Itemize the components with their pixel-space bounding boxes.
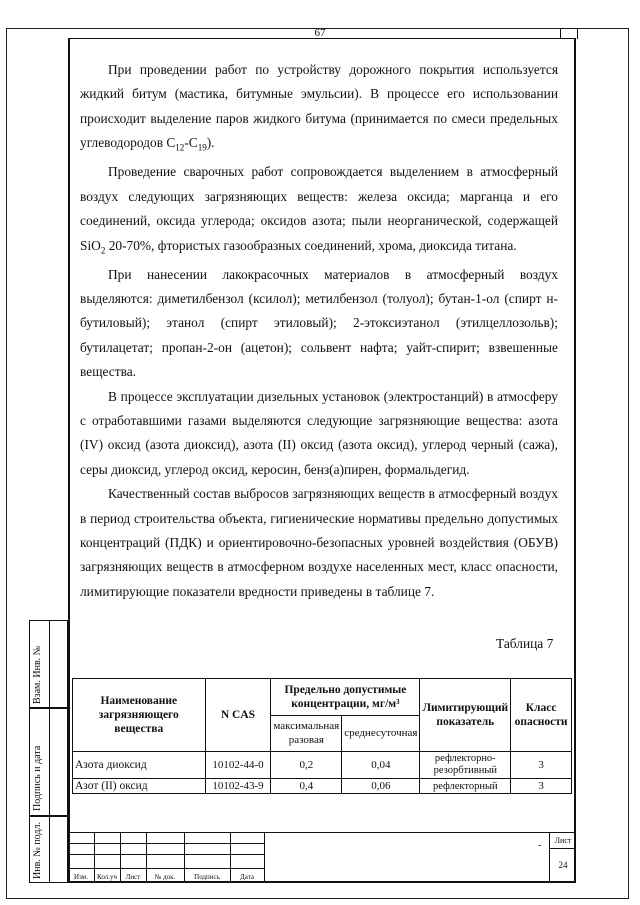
cell-name: Азот (II) оксид	[73, 779, 206, 794]
pollutants-table	[72, 678, 572, 794]
stamp-col-izm: Изм.	[74, 873, 88, 881]
side-label-podpis: Подпись и дата	[32, 745, 43, 811]
paragraph-welding: Проведение сварочных работ сопровождается выделением в атмосферный воздух следующих загрязняющих веществ: железа оксида; марганца и его соединений, оксида углерода; оксидов азота; пыли неорганической, содержащей SiO$_2$ 20-70%, фтористых газообразных соединений, хрома, диоксида титана.	[80, 164, 558, 256]
side-box-podpis	[29, 708, 68, 816]
stamp-dash: -	[538, 840, 542, 851]
sheet-label: Лист	[554, 836, 572, 845]
cell-cas: 10102-43-9	[205, 779, 271, 794]
side-label-vzam: Взам. Инв. №	[32, 645, 43, 704]
side-box-inv	[29, 816, 68, 883]
header-pdk-max: максимальная разовая	[271, 715, 342, 752]
cell-limit: рефлекторно-резорбтивный	[420, 752, 511, 779]
cell-max: 0,4	[271, 779, 342, 794]
sheet-number: 24	[558, 860, 568, 870]
cell-avg: 0,04	[342, 752, 420, 779]
table-caption: Таблица 7	[496, 636, 554, 651]
paragraph-paint: При нанесении лакокрасочных материалов в атмосферный воздух выделяются: диметилбензол (ксилол); метилбензол (толуол); бутан-1-ол (спирт н-бутиловый); этанол (спирт этиловый); 2-этоксиэтанол (этилцеллозольв); бутилацетат; пропан-2-он (ацетон); сольвент нафта; уайт-спирит; взвешенные вещества.	[80, 266, 558, 380]
header-limit: Лимитирующий показатель	[420, 679, 511, 752]
stamp-col-kolvo: Кол.уч	[97, 873, 117, 881]
body-text	[80, 58, 558, 604]
paragraph-composition: Качественный состав выбросов загрязняющих веществ в атмосферный воздух в период строительства объекта, гигиенические нормативы предельно допустимых концентраций (ПДК) и ориентировочно-безопасных уровней воздействия (ОБУВ) загрязняющих веществ в атмосферном воздухе населенных мест, класс опасности, лимитирующие показатели вредности приведены в таблице 7.	[80, 486, 558, 599]
cell-name: Азота диоксид	[73, 752, 206, 779]
paragraph-bitumen: При проведении работ по устройству дорожного покрытия используется жидкий битум (мастика, битумные эмульсии). В процессе его использовании происходит выделение паров жидкого битума (принимается по смеси предельных углеводородов $С_{12}-С_{19}$).	[80, 62, 558, 153]
title-block	[68, 832, 576, 883]
header-name: Наименование загрязняющего вещества	[73, 679, 206, 752]
cell-max: 0,2	[271, 752, 342, 779]
cell-class: 3	[511, 779, 572, 794]
cell-limit: рефлекторный	[420, 779, 511, 794]
stamp-col-doc: № док.	[154, 873, 176, 881]
table-row	[73, 752, 572, 779]
header-pdk-avg: среднесуточная	[342, 715, 420, 752]
paragraph-diesel: В процессе эксплуатации дизельных установок (электростанций) в атмосферу с отработавшими газами выделяются следующие загрязняющие вещества: азота (IV) оксид (азота диоксид), азота (II) оксид (азота оксид), углерод черный (сажа), серы диоксид, углерод оксид, керосин, бенз(а)пирен, формальдегид.	[80, 388, 558, 477]
title-block-grid	[68, 832, 264, 883]
table-row	[73, 779, 572, 794]
cell-cas: 10102-44-0	[205, 752, 271, 779]
header-cas: N CAS	[205, 679, 271, 752]
table-header-row	[73, 679, 572, 716]
cell-class: 3	[511, 752, 572, 779]
sheet-box	[549, 832, 576, 883]
stamp-col-signature: Подпись	[194, 873, 220, 881]
side-box-vzam	[29, 620, 68, 708]
side-label-inv: Инв. № подл.	[32, 822, 43, 879]
header-class: Класс опасности	[511, 679, 572, 752]
page-number: 67	[314, 27, 326, 39]
cell-avg: 0,06	[342, 779, 420, 794]
stamp-col-date: Дата	[240, 873, 254, 881]
header-pdk: Предельно допустимые концентрации, мг/м³	[271, 679, 420, 716]
stamp-col-list: Лист	[125, 873, 141, 881]
